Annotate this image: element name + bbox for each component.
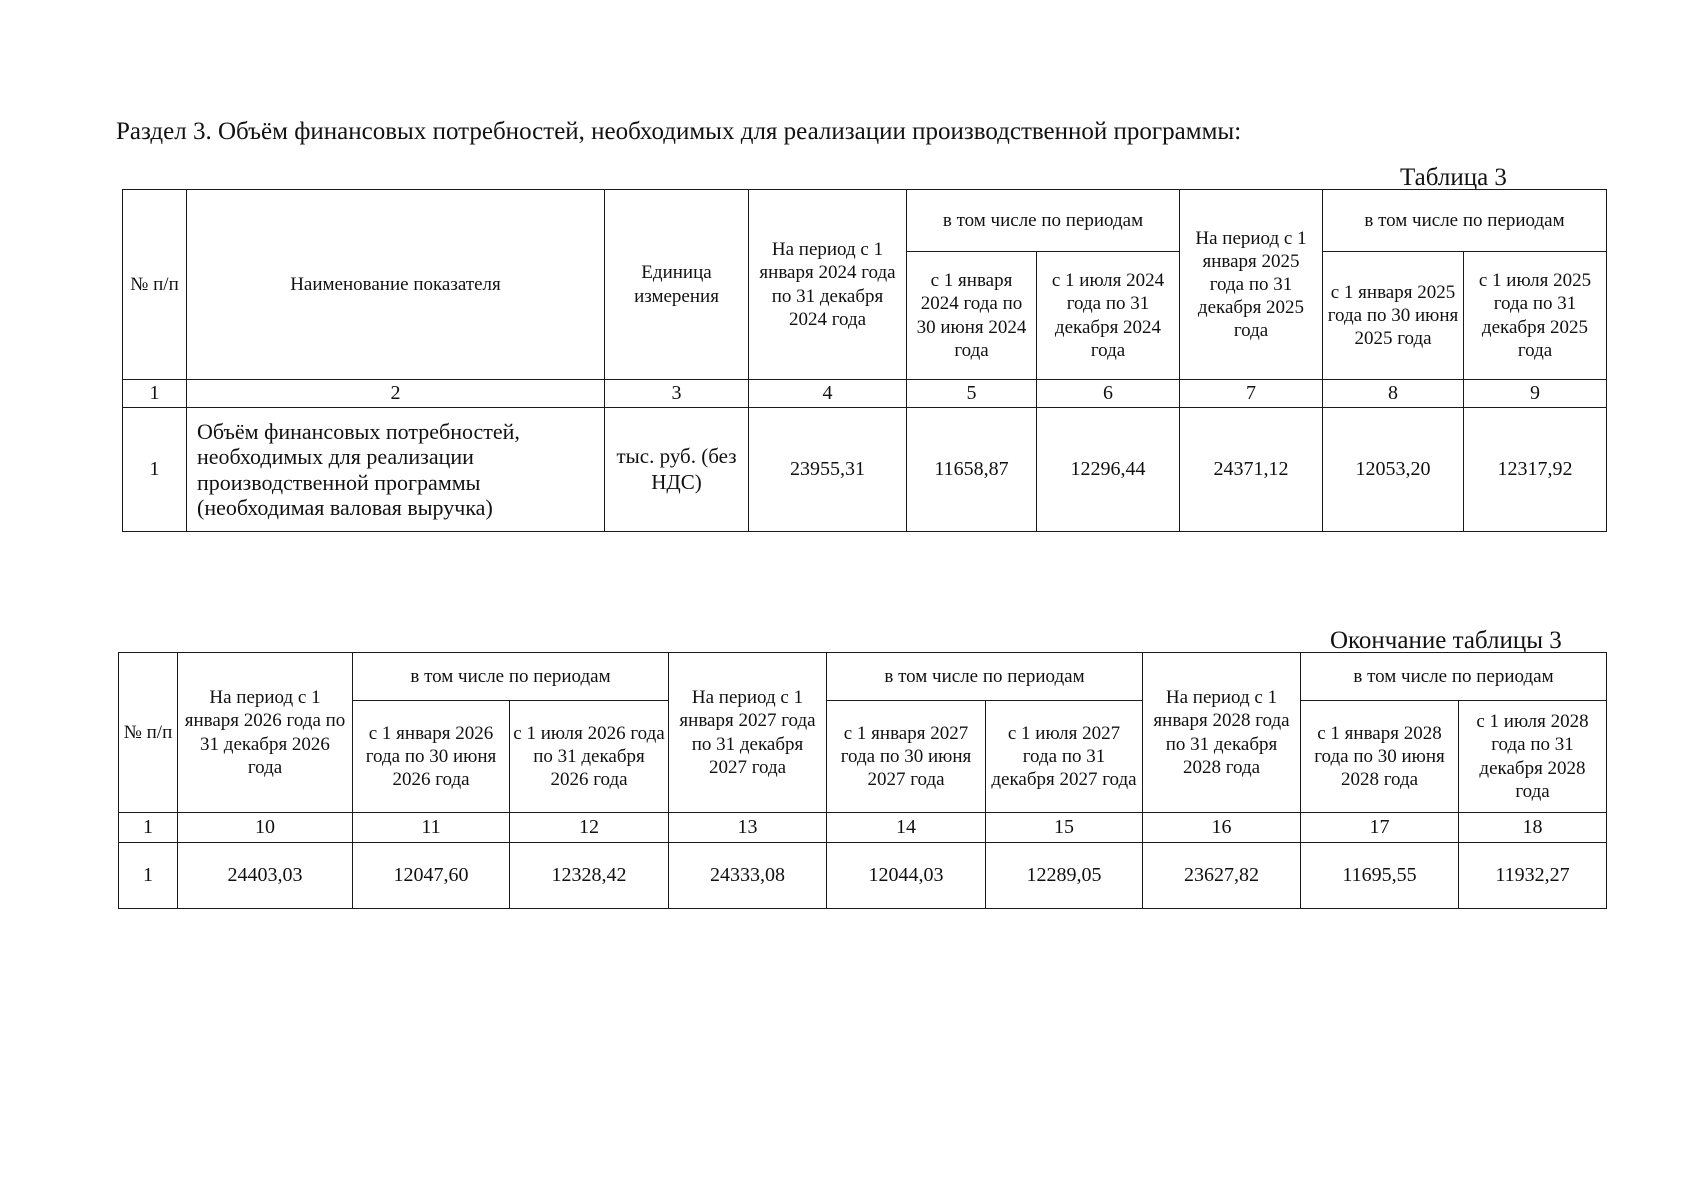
header-num: № п/п [123, 190, 187, 380]
header-period-2027: На период с 1 января 2027 года по 31 декабря 2027 года [669, 653, 827, 813]
value-cell: 24371,12 [1180, 408, 1323, 532]
row-number: 1 [123, 408, 187, 532]
value-cell: 12053,20 [1323, 408, 1464, 532]
header-subperiods-2025: в том числе по периодам [1323, 190, 1607, 252]
header-subperiods-2024: в том числе по периодам [907, 190, 1180, 252]
table-2-caption: Окончание таблицы 3 [1330, 627, 1562, 654]
header-h2-2025: с 1 июля 2025 года по 31 декабря 2025 года [1464, 252, 1607, 380]
value-cell: 12047,60 [353, 843, 510, 909]
value-cell: 12296,44 [1037, 408, 1180, 532]
header-num: № п/п [119, 653, 178, 813]
table-2 [118, 652, 1607, 909]
header-h1-2026: с 1 января 2026 года по 30 июня 2026 года [353, 701, 510, 813]
header-subperiods-2027: в том числе по периодам [827, 653, 1143, 701]
value-cell: 23955,31 [749, 408, 907, 532]
header-h2-2026: с 1 июля 2026 года по 31 декабря 2026 года [510, 701, 669, 813]
col-number: 15 [986, 813, 1143, 843]
value-cell: 11695,55 [1301, 843, 1459, 909]
unit-of-measure: тыс. руб. (без НДС) [605, 408, 749, 532]
col-number: 4 [749, 380, 907, 408]
value-cell: 11932,27 [1459, 843, 1607, 909]
value-cell: 12328,42 [510, 843, 669, 909]
header-period-2024: На период с 1 января 2024 года по 31 декабря 2024 года [749, 190, 907, 380]
col-number: 16 [1143, 813, 1301, 843]
table-1 [122, 189, 1607, 532]
section-heading: Раздел 3. Объём финансовых потребностей, необходимых для реализации производственной программы: [116, 118, 1242, 145]
header-h2-2028: с 1 июля 2028 года по 31 декабря 2028 года [1459, 701, 1607, 813]
col-number: 6 [1037, 380, 1180, 408]
indicator-name: Объём финансовых потребностей, необходимых для реализации производственной программы (необходимая валовая выручка) [187, 408, 605, 532]
value-cell: 11658,87 [907, 408, 1037, 532]
col-number: 14 [827, 813, 986, 843]
header-h2-2024: с 1 июля 2024 года по 31 декабря 2024 года [1037, 252, 1180, 380]
col-number: 3 [605, 380, 749, 408]
col-number: 1 [123, 380, 187, 408]
header-period-2026: На период с 1 января 2026 года по 31 декабря 2026 года [178, 653, 353, 813]
header-h1-2027: с 1 января 2027 года по 30 июня 2027 года [827, 701, 986, 813]
table-row [123, 408, 1607, 532]
value-cell: 23627,82 [1143, 843, 1301, 909]
col-number: 10 [178, 813, 353, 843]
header-name: Наименование показателя [187, 190, 605, 380]
col-number: 1 [119, 813, 178, 843]
col-number: 9 [1464, 380, 1607, 408]
col-number: 12 [510, 813, 669, 843]
header-h2-2027: с 1 июля 2027 года по 31 декабря 2027 года [986, 701, 1143, 813]
table-row [119, 843, 1607, 909]
value-cell: 24333,08 [669, 843, 827, 909]
value-cell: 12317,92 [1464, 408, 1607, 532]
header-unit: Единица измерения [605, 190, 749, 380]
row-number: 1 [119, 843, 178, 909]
value-cell: 12289,05 [986, 843, 1143, 909]
value-cell: 12044,03 [827, 843, 986, 909]
col-number: 5 [907, 380, 1037, 408]
value-cell: 24403,03 [178, 843, 353, 909]
col-number: 11 [353, 813, 510, 843]
col-number: 7 [1180, 380, 1323, 408]
col-number: 8 [1323, 380, 1464, 408]
header-period-2025: На период с 1 января 2025 года по 31 декабря 2025 года [1180, 190, 1323, 380]
header-h1-2028: с 1 января 2028 года по 30 июня 2028 года [1301, 701, 1459, 813]
header-h1-2024: с 1 января 2024 года по 30 июня 2024 года [907, 252, 1037, 380]
col-number: 18 [1459, 813, 1607, 843]
header-h1-2025: с 1 января 2025 года по 30 июня 2025 года [1323, 252, 1464, 380]
col-number: 17 [1301, 813, 1459, 843]
header-subperiods-2028: в том числе по периодам [1301, 653, 1607, 701]
header-period-2028: На период с 1 января 2028 года по 31 декабря 2028 года [1143, 653, 1301, 813]
table-1-caption: Таблица 3 [1400, 164, 1507, 191]
col-number: 2 [187, 380, 605, 408]
header-subperiods-2026: в том числе по периодам [353, 653, 669, 701]
col-number: 13 [669, 813, 827, 843]
